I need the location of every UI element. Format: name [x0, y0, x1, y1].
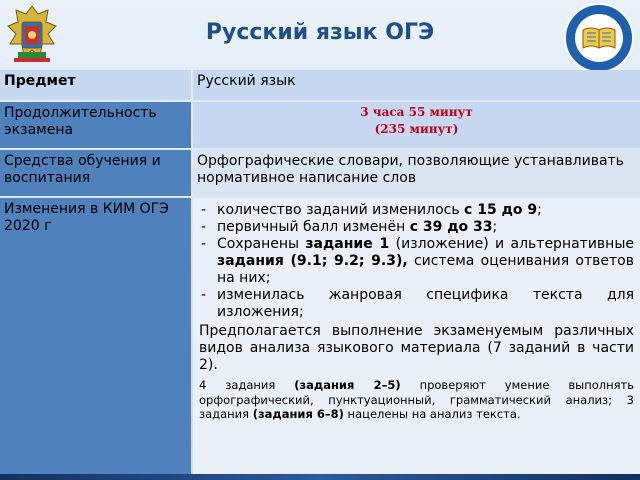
changes-list [199, 202, 634, 321]
row-tools-label: Средства обучения и воспитания [0, 150, 191, 196]
analysis-paragraph: Предполагается выполнение экзаменуемым различных видов анализа языкового материала (7 заданий в части 2). [199, 323, 634, 373]
list-item: - Сохранены задание 1 (изложение) и альтернативные задания (9.1; 9.2; 9.3), система оценивания ответов на них; [199, 236, 634, 287]
education-logo-icon [563, 2, 635, 74]
page-title: Русский язык ОГЭ [205, 20, 435, 45]
slide-header [0, 0, 640, 70]
list-item: - изменилась жанровая специфика текста для изложения; [199, 287, 634, 321]
row-changes-value [193, 198, 640, 474]
list-item: - первичный балл изменён с 39 до 33; [199, 219, 634, 236]
row-subject-label: Предмет [0, 70, 191, 100]
exam-info-table [0, 70, 640, 474]
row-duration-label: Продолжительность экзамена [0, 102, 191, 148]
row-tools-value: Орфографические словари, позволяющие устанавливать нормативное написание слов [193, 150, 640, 196]
list-item: - количество заданий изменилось с 15 до 9; [199, 202, 634, 219]
row-changes-label: Изменения в КИМ ОГЭ 2020 г [0, 198, 191, 474]
duration-hours: 3 часа 55 минут [360, 105, 473, 119]
row-subject-value: Русский язык [193, 70, 640, 100]
row-duration-value [193, 102, 640, 148]
tasks-note: 4 задания (задания 2–5) проверяют умение выполнять орфографический, пунктуационный, грамматический анализ; 3 задания (задания 6–8) нацелены на анализ текста. [199, 378, 635, 421]
bottom-bar [0, 474, 640, 480]
duration-minutes: (235 минут) [374, 122, 459, 136]
